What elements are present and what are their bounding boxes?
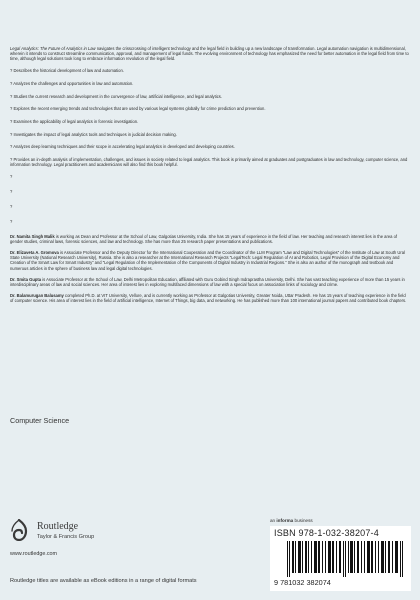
- barcode-digits: 9 781032 382074: [274, 578, 331, 587]
- author-bio: [10, 250, 410, 270]
- bullet-item: ? Analyzes the challenges and opportunities in law and automation.: [10, 80, 134, 86]
- bullet-item: ? Explores the recent emerging trends and technologies that are used by various legal systems globally for crime prediction and prevention.: [10, 106, 266, 112]
- routledge-logo-icon: [10, 519, 28, 541]
- subject-label: Computer Science: [10, 416, 70, 425]
- question-mark: ?: [10, 218, 13, 224]
- informa-brand: informa: [276, 518, 294, 523]
- intro-paragraph: [10, 46, 410, 61]
- publisher-group: Taylor & Francis Group: [37, 534, 95, 540]
- ebook-footer: Routledge titles are available as eBook editions in a range of digital formats: [10, 578, 197, 584]
- bullet-item: ? Studies the current research and development in the convergence of law, artificial intelligence, and legal analytics.: [10, 93, 222, 99]
- author-bio: [10, 293, 410, 303]
- author-text: is Associate Professor and the Deputy Director for the International Cooperation and the Coordinator of the LLM Program “Law and Digital Technologies” of the Institute of Law at South Ural State University (National Research University), Russia. She is also a researcher at the International Research Projects “LegalTech: Legal Regulation of AI and Robotics, Legal Provision of the Digital Economy and Creation of the Smart Law for Smart Industry” and “Legal Regulation of the Implementation of the Components of Digital Industry in Industrial Regions.” She is also an author of the monograph and textbook and numerous articles in the sphere of business law and legal digital technologies.: [10, 250, 405, 271]
- author-bio: [10, 234, 410, 244]
- publisher-name: Routledge: [37, 521, 79, 532]
- publisher-logo: [10, 517, 120, 547]
- author-name: Dr. Elizaveta A. Gromova: [10, 250, 59, 256]
- informa-tagline: an informa business: [270, 518, 313, 523]
- bullet-item: ? Examines the applicability of legal analytics in forensic investigation.: [10, 119, 139, 125]
- bullet-item: ? Describes the historical development of law and automation.: [10, 68, 124, 74]
- barcode-panel: [270, 526, 411, 591]
- author-text: is working as Dean and Professor at the School of Law, Galgotias University, India. She has 15 years of experience in the field of law. Her teaching and research interest lies in the area of gender studies, criminal laws, forensic sciences, and law and technology. She has more than 25 research paper presentations and publications.: [10, 233, 398, 244]
- description-block: [10, 46, 410, 310]
- bullet-item: ? Investigates the impact of legal analytics tools and techniques in judicial decision making.: [10, 131, 177, 137]
- intro-text: navigates the crisscrossing of intelligent technology and the legal field in building up a new landscape of transformation. Legal automation navigation is multidimensional, wherein it intends to construct streamline communication, approval, and management of legal funds. The evolving environment of technology has emphasized the need for better automation in the legal field from time to time, although legal solutions took long to embrace information revolution of the legal field.: [10, 46, 409, 62]
- barcode-icon: [287, 541, 407, 577]
- author-text: is Associate Professor at the School of Law, Delhi Metropolitan Education, affiliated with Guru Gobind Singh Indraprastha University, Delhi. She has vast teaching experience of more than 15 years in interdisciplinary areas of law and social sciences. Her area of interest lies in exploring multifaced dimensions of law with a special focus on association links of sociology and crime.: [10, 276, 405, 287]
- question-mark: ?: [10, 204, 13, 210]
- publisher-url[interactable]: www.routledge.com: [10, 551, 58, 557]
- author-text: completed Ph.D. at VIT University, Vellore, and is currently working as Professor at Galgotias University, Greater Noida, Uttar Pradesh. He has 15 years of teaching experience in the field of computer science. His area of interest lies in the field of artificial intelligence, Internet of Things, big data, and networking. He has published more than 100 international journal papers and contributed book chapters.: [10, 293, 407, 304]
- bullet-item: ? Analyzes deep learning techniques and their scope in accelerating legal analytics in developed and developing countries.: [10, 144, 235, 150]
- author-bio: [10, 277, 410, 287]
- question-mark: ?: [10, 174, 13, 180]
- author-name: Dr. Smita Gupta: [10, 276, 42, 282]
- book-title: Legal Analytics: The Future of Analytics in Law: [10, 46, 96, 51]
- author-name: Dr. Balamurugan Balusamy: [10, 293, 64, 299]
- isbn-label: ISBN 978-1-032-38207-4: [274, 528, 379, 538]
- question-mark: ?: [10, 189, 13, 195]
- closing-paragraph: ? Provides an in-depth analysis of implementation, challenges, and issues in society related to legal analytics. This book is primarily aimed at graduates and postgraduates in law and technology, computer science, and information technology. Legal practitioners and academicians will also find this book helpful.: [10, 157, 408, 168]
- author-name: Dr. Namita Singh Malik: [10, 233, 55, 239]
